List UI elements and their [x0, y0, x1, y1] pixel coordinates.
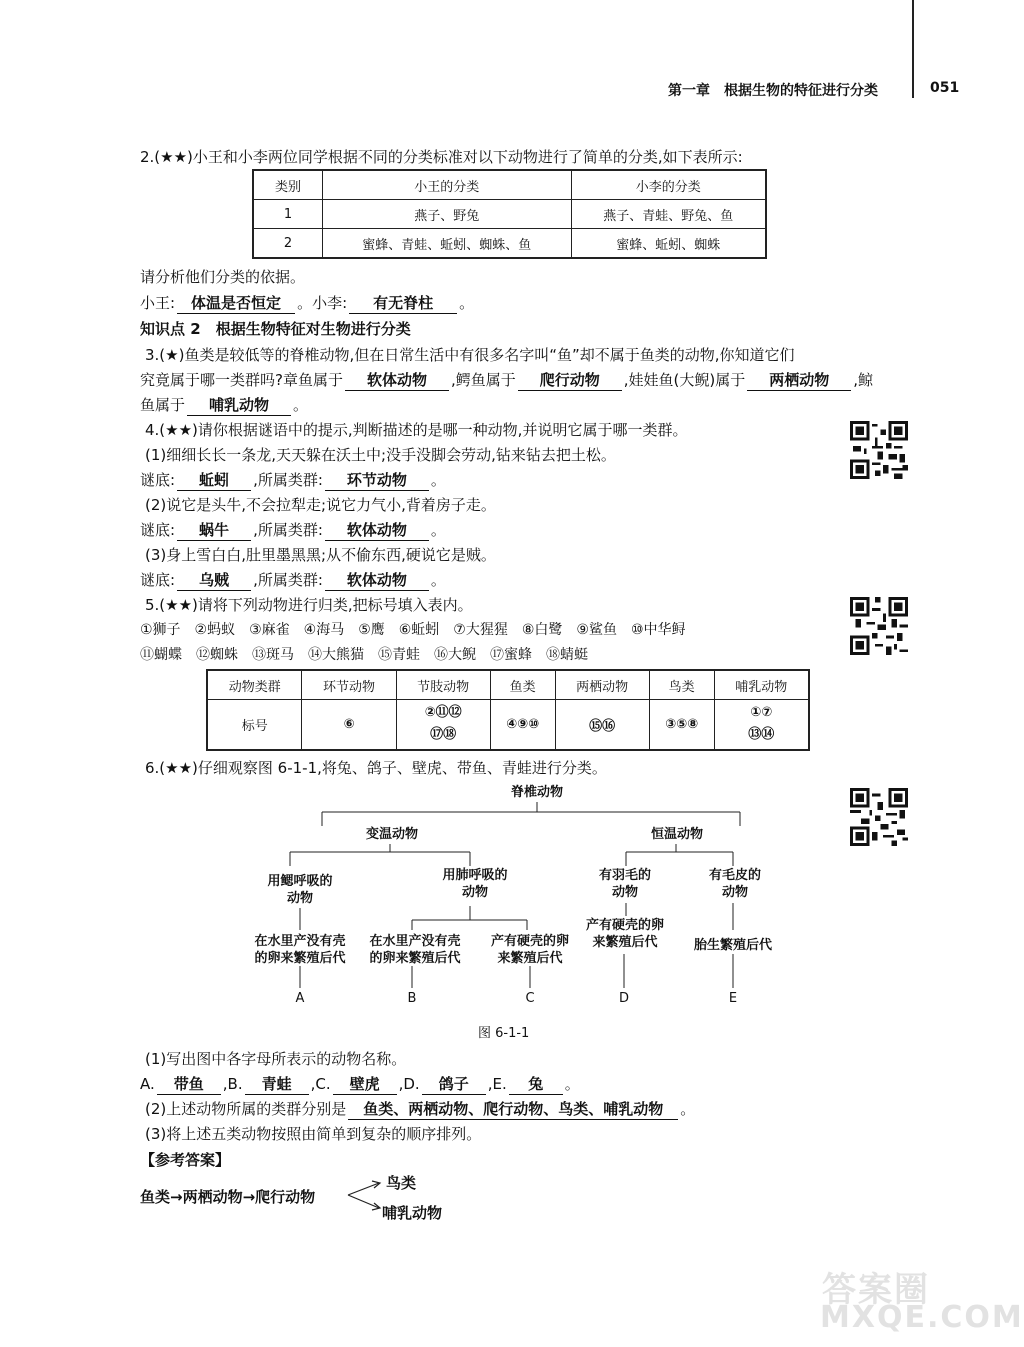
q5-row-label: 标号	[207, 700, 302, 750]
diagram-letter-a: A	[295, 991, 305, 1006]
q2-cell: 蜜蜂、蚯蚓、蜘蛛	[571, 229, 766, 259]
q5-th: 两栖动物	[555, 670, 649, 700]
chapter-title: 第一章 根据生物的特征进行分类	[668, 83, 878, 99]
q2-cell: 蜜蜂、青蛙、蚯蚓、蜘蛛、鱼	[323, 229, 572, 259]
q5-cell: ⑮⑯	[555, 700, 649, 750]
q4-riddle-2: (2)说它是头牛,不会拉犁走;说它力气小,背着房子走。	[145, 496, 496, 514]
q5-th: 鸟类	[649, 670, 714, 700]
q2-cell: 燕子、野兔	[323, 200, 572, 229]
qr-code-icon[interactable]	[850, 597, 908, 655]
diagram-cold-blooded: 变温动物	[365, 827, 418, 842]
q6-sub-2: (2)上述动物所属的类群分别是 鱼类、两栖动物、爬行动物、鸟类、哺乳动物 。	[145, 1100, 696, 1118]
q2-ask: 请分析他们分类的依据。	[140, 268, 306, 286]
q4-answer-3: 谜底: 乌贼 ,所属类群: 软体动物 。	[140, 571, 446, 589]
q3-answer-4: 哺乳动物	[187, 394, 291, 416]
q4-riddle-1: (1)细细长长一条龙,天天躲在沃土中;没手没脚会劳动,钻来钻去把土松。	[145, 446, 616, 464]
branch-arrows	[346, 1178, 386, 1214]
diagram-root: 脊椎动物	[510, 785, 563, 800]
diagram-d-desc: 产有硬壳的卵 来繁殖后代	[585, 918, 664, 950]
q5-animals-row-1: ①狮子 ②蚂蚁 ③麻雀 ④海马 ⑤鹰 ⑥蚯蚓 ⑦大猩猩 ⑧白鹭 ⑨鲨鱼 ⑩中华鲟	[140, 622, 686, 638]
qr-code-icon[interactable]	[850, 788, 908, 846]
q4-riddle-3: (3)身上雪白白,肚里墨黑黑;从不偷东西,硬说它是贼。	[145, 546, 496, 564]
diagram-warm-blooded: 恒温动物	[650, 827, 703, 842]
q5-stem: 5.(★★)请将下列动物进行归类,把标号填入表内。	[145, 596, 473, 614]
q4-answer-1: 谜底: 蚯蚓 ,所属类群: 环节动物 。	[140, 471, 446, 489]
q5-th: 鱼类	[490, 670, 555, 700]
qr-code-icon[interactable]	[850, 421, 908, 479]
q5-th: 节肢动物	[396, 670, 490, 700]
diagram-b-desc: 在水里产没有壳 的卵来繁殖后代	[369, 934, 461, 966]
q3-answer-2: 爬行动物	[518, 369, 622, 391]
diagram-letter-d: D	[618, 991, 629, 1006]
q5-animals-row-2: ⑪蝴蝶 ⑫蜘蛛 ⑬斑马 ⑭大熊猫 ⑮青蛙 ⑯大鲵 ⑰蜜蜂 ⑱蜻蜓	[140, 647, 588, 663]
q2-answer-xiaoli: 有无脊柱	[349, 292, 457, 314]
q5-cell: ②⑪⑫ ⑰⑱	[396, 700, 490, 750]
q5-th: 动物类群	[207, 670, 302, 700]
knowledge-point-heading: 知识点 2 根据生物特征对生物进行分类	[140, 320, 411, 338]
q2-th-1: 小王的分类	[323, 170, 572, 200]
diagram-letter-c: C	[525, 991, 535, 1006]
reference-answer-heading: 【参考答案】	[140, 1151, 231, 1169]
diagram-letter-b: B	[407, 991, 417, 1006]
order-chain: 鱼类→两栖动物→爬行动物	[140, 1188, 316, 1206]
diagram-fur: 有毛皮的 动物	[708, 868, 761, 900]
q5-cell: ③⑤⑧	[649, 700, 714, 750]
q2-cell: 2	[253, 229, 323, 259]
q6-sub-1: (1)写出图中各字母所表示的动物名称。	[145, 1050, 407, 1068]
q5-th: 环节动物	[302, 670, 396, 700]
q5-th: 哺乳动物	[714, 670, 809, 700]
diagram-gill: 用鳃呼吸的 动物	[267, 874, 333, 906]
q3-line-3: 鱼属于 哺乳动物 。	[140, 396, 309, 414]
diagram-feather: 有羽毛的 动物	[598, 868, 651, 900]
q6-stem: 6.(★★)仔细观察图 6-1-1,将兔、鸽子、壁虎、带鱼、青蛙进行分类。	[145, 759, 607, 777]
figure-caption: 图 6-1-1	[478, 1026, 530, 1041]
q2-th-2: 小李的分类	[571, 170, 766, 200]
q3-line-2: 究竟属于哪一类群吗?章鱼属于 软体动物 ,鳄鱼属于 爬行动物 ,娃娃鱼(大鲵)属于 两栖动物 ,鲸	[140, 371, 874, 389]
q4-answer-2: 谜底: 蜗牛 ,所属类群: 软体动物 。	[140, 521, 446, 539]
q3-answer-1: 软体动物	[345, 369, 449, 391]
order-top-branch: 鸟类	[386, 1174, 417, 1192]
q6-sub-3: (3)将上述五类动物按照由简单到复杂的顺序排列。	[145, 1125, 482, 1143]
q4-stem: 4.(★★)请你根据谜语中的提示,判断描述的是哪一种动物,并说明它属于哪一类群。	[145, 421, 688, 439]
diagram-c-desc: 产有硬壳的卵 来繁殖后代	[490, 934, 569, 966]
q6-sub-1-answers: A. 带鱼 ,B. 青蛙 ,C. 壁虎 ,D. 鸽子 ,E. 兔 。	[140, 1075, 580, 1093]
q5-cell: ①⑦ ⑬⑭	[714, 700, 809, 750]
q6-sub-2-answer: 鱼类、两栖动物、爬行动物、鸟类、哺乳动物	[348, 1098, 678, 1120]
diagram-a-desc: 在水里产没有壳 的卵来繁殖后代	[254, 934, 346, 966]
diagram-lung: 用肺呼吸的 动物	[442, 868, 508, 900]
page-number: 051	[930, 80, 960, 96]
q3-answer-3: 两栖动物	[747, 369, 851, 391]
watermark-url: MXQE.COM	[820, 1300, 1024, 1335]
q5-cell: ⑥	[302, 700, 396, 750]
q2-stem: 2.(★★)小王和小李两位同学根据不同的分类标准对以下动物进行了简单的分类,如下表所示:	[140, 148, 743, 166]
watermark-logo: 答案圈	[822, 1270, 930, 1310]
q2-answer-line: 小王: 体温是否恒定 。小李: 有无脊柱 。	[140, 294, 475, 312]
q2-cell: 燕子、青蛙、野兔、鱼	[571, 200, 766, 229]
q2-th-0: 类别	[253, 170, 323, 200]
diagram-e-desc: 胎生繁殖后代	[693, 938, 772, 953]
q2-cell: 1	[253, 200, 323, 229]
q5-cell: ④⑨⑩	[490, 700, 555, 750]
order-bottom-branch: 哺乳动物	[382, 1204, 443, 1222]
q2-answer-xiaowang: 体温是否恒定	[177, 292, 295, 314]
diagram-letter-e: E	[728, 991, 738, 1006]
q3-line-1: 3.(★)鱼类是较低等的脊椎动物,但在日常生活中有很多名字叫“鱼”却不属于鱼类的动物,你知道它们	[145, 346, 795, 364]
